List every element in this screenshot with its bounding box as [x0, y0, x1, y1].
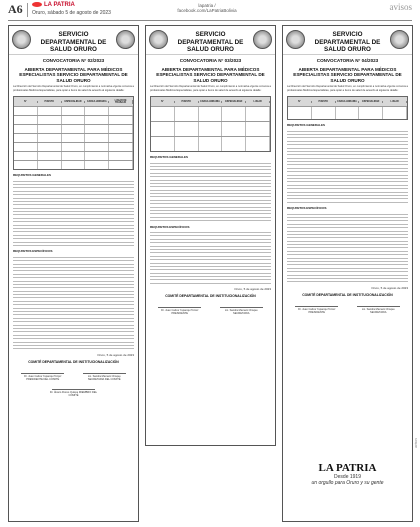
specific-requirements-text: [150, 232, 271, 284]
specific-requirements-text: [287, 214, 408, 283]
table-header: [151, 97, 270, 106]
place-date: Oruro, 5 de agosto de 2023: [97, 352, 134, 357]
intro-text: La Dirección del Servicio Departamental de Salud Oruro, en cumplimiento a normativa vigente convoca a profesionales Médicos Especialistas, para optar a ítems de salud de acuerdo al siguiente detalle:: [287, 85, 408, 92]
signature-block: [80, 365, 129, 381]
table-header-cell: ESPECIALIDAD: [222, 101, 246, 103]
table-row: [14, 115, 133, 124]
table-row: [151, 106, 270, 121]
signature-name: Dr. Juan Carlos Yupanqui Torrez PRESIDENTE: [298, 307, 336, 314]
table-header-cell: CARGA HORARIA: [85, 101, 109, 103]
brand-name: [32, 2, 75, 8]
positions-table: [150, 96, 271, 152]
table-header-cell: PUESTO: [312, 101, 336, 103]
notice-header: [283, 26, 412, 55]
section-name: avisos: [389, 2, 412, 12]
positions-table: [13, 96, 134, 170]
brand-logo-icon: [32, 2, 42, 7]
notice-title: SERVICIO DEPARTAMENTAL DE SALUD ORURO: [314, 31, 381, 53]
table-row: [288, 106, 407, 119]
table-header-cell: ESPECIALIDAD: [62, 101, 86, 103]
convocatoria-subtitle: ABIERTA DEPARTAMENTAL PARA MÉDICOS ESPECIALISTAS SERVICIO DEPARTAMENTAL DE SALUD ORURO: [293, 66, 402, 83]
committee-name: COMITÉ DEPARTAMENTAL DE INSTITUCIONALIZACIÓN: [165, 294, 256, 299]
signature-name: Lic. Sandra Mamani Choque SECRETARIA: [361, 307, 395, 314]
requirements-heading: REQUISITOS GENERALES: [13, 173, 51, 178]
table-header: [288, 97, 407, 106]
table-header-cell: LUGAR: [383, 101, 407, 103]
signature-block: [49, 381, 98, 397]
specific-requirements-text: [13, 257, 134, 350]
specific-requirements-heading: REQUISITOS ESPECÍFICOS: [287, 206, 327, 211]
place-date: Oruro, 5 de agosto de 2023: [371, 285, 408, 290]
table-row: [151, 121, 270, 136]
signature-block: [354, 298, 403, 314]
requirements-text: [150, 163, 271, 222]
seal-left-icon: [286, 30, 305, 49]
signature-block: [18, 365, 67, 381]
notice-column-3: [282, 25, 413, 522]
signature-name: Dr. Álvaro Flores Quispe MIEMBRO DEL COMITÉ: [49, 391, 98, 398]
signature-row: [146, 299, 275, 315]
specific-requirements-heading: REQUISITOS ESPECÍFICOS: [150, 224, 190, 229]
signature-block: [217, 299, 266, 315]
table-header-cell: LUGAR: [246, 101, 270, 103]
table-header: [14, 97, 133, 106]
requirements-heading: REQUISITOS GENERALES: [150, 155, 188, 160]
notice-title: SERVICIO DEPARTAMENTAL DE SALUD ORURO: [177, 31, 244, 53]
table-row: [14, 124, 133, 133]
table-header-cell: N°: [151, 101, 175, 103]
notice-title: SERVICIO DEPARTAMENTAL DE SALUD ORURO: [40, 31, 107, 53]
signature-name: Lic. Sandra Mamani Choque SECRETARIA: [224, 309, 258, 316]
table-row: [14, 160, 133, 169]
promo-tagline: un orgullo para Oruro y su gente: [311, 480, 384, 486]
signature-block: [155, 299, 204, 315]
committee-name: COMITÉ DEPARTAMENTAL DE INSTITUCIONALIZACIÓN: [28, 359, 119, 364]
seal-left-icon: [149, 30, 168, 49]
seal-right-icon: [253, 30, 272, 49]
issue-date: Oruro, sábado 5 de agosto de 2023: [32, 10, 111, 16]
signature-name: Dr. Juan Carlos Yupanqui Torrez PRESIDENTE: [161, 309, 199, 316]
table-row: [151, 136, 270, 151]
specific-requirements-heading: REQUISITOS ESPECÍFICOS: [13, 249, 53, 254]
seal-left-icon: [12, 30, 31, 49]
table-header-cell: PUESTO: [38, 101, 62, 103]
table-header-cell: CARGA HORARIA: [199, 101, 223, 103]
requirements-heading: REQUISITOS GENERALES: [287, 123, 325, 128]
social-links: lapatria / facebook.com/LaPatriaBolivia: [177, 3, 237, 13]
promo-brand: LA PATRIA: [318, 462, 377, 474]
brand-label: LA PATRIA: [44, 2, 75, 9]
table-row: [14, 151, 133, 160]
page-header: [0, 0, 420, 22]
table-header-cell: N°: [288, 101, 312, 103]
table-row: [14, 106, 133, 115]
convocatoria-subtitle: ABIERTA DEPARTAMENTAL PARA MÉDICOS ESPECIALISTAS SERVICIO DEPARTAMENTAL DE SALUD ORURO: [156, 66, 265, 83]
table-header-cell: N°: [14, 101, 38, 103]
convocatoria-subtitle: ABIERTA DEPARTAMENTAL PARA MÉDICOS ESPECIALISTAS SERVICIO DEPARTAMENTAL DE SALUD ORURO: [19, 66, 128, 83]
header-divider: [27, 3, 28, 17]
requirements-text: [287, 131, 408, 203]
intro-text: La Dirección del Servicio Departamental de Salud Oruro, en cumplimiento a normativa vigente convoca a profesionales Médicos Especialistas, para optar a ítems de salud de acuerdo al siguiente detalle:: [150, 85, 271, 92]
intro-text: La Dirección del Servicio Departamental de Salud Oruro, en cumplimiento a normativa vigente convoca a profesionales Médicos Especialistas, para optar a ítems de salud de acuerdo al siguiente detalle:: [13, 85, 134, 92]
signature-row: [283, 298, 412, 314]
notice-header: [9, 26, 138, 55]
convocatoria-number: CONVOCATORIA N° 03/2023: [179, 58, 242, 63]
signature-row: [9, 381, 138, 397]
signature-name: Dr. Juan Carlos Yupanqui Torrez PRESIDENTE DEL COMITÉ: [24, 374, 62, 381]
seal-right-icon: [116, 30, 135, 49]
table-header-cell: LUGAR DE TRABAJO: [109, 100, 133, 104]
signature-row: [9, 365, 138, 381]
page-number: A6: [8, 2, 23, 16]
notice-column-1: [8, 25, 139, 522]
notice-header: [146, 26, 275, 55]
header-rule: [8, 20, 412, 21]
table-header-cell: CARGA HORARIA: [336, 101, 360, 103]
seal-right-icon: [390, 30, 409, 49]
newspaper-promo: [282, 456, 413, 494]
requirements-text: [13, 181, 134, 246]
vertical-section-note: avisos: [414, 438, 418, 448]
table-row: [14, 133, 133, 142]
notice-column-2: [145, 25, 276, 446]
signature-block: [292, 298, 341, 314]
convocatoria-number: CONVOCATORIA N° 04/2023: [316, 58, 379, 63]
signature-name: Lic. Sandra Mamani Choque SECRETARIA DEL COMITÉ: [87, 374, 121, 381]
table-header-cell: PUESTO: [175, 101, 199, 103]
place-date: Oruro, 5 de agosto de 2023: [234, 287, 271, 292]
positions-table: [287, 96, 408, 120]
committee-name: COMITÉ DEPARTAMENTAL DE INSTITUCIONALIZACIÓN: [302, 292, 393, 297]
promo-since: Desde 1919: [334, 474, 361, 480]
convocatoria-number: CONVOCATORIA N° 02/2023: [42, 58, 105, 63]
table-row: [14, 142, 133, 151]
table-header-cell: ESPECIALIDAD: [359, 101, 383, 103]
